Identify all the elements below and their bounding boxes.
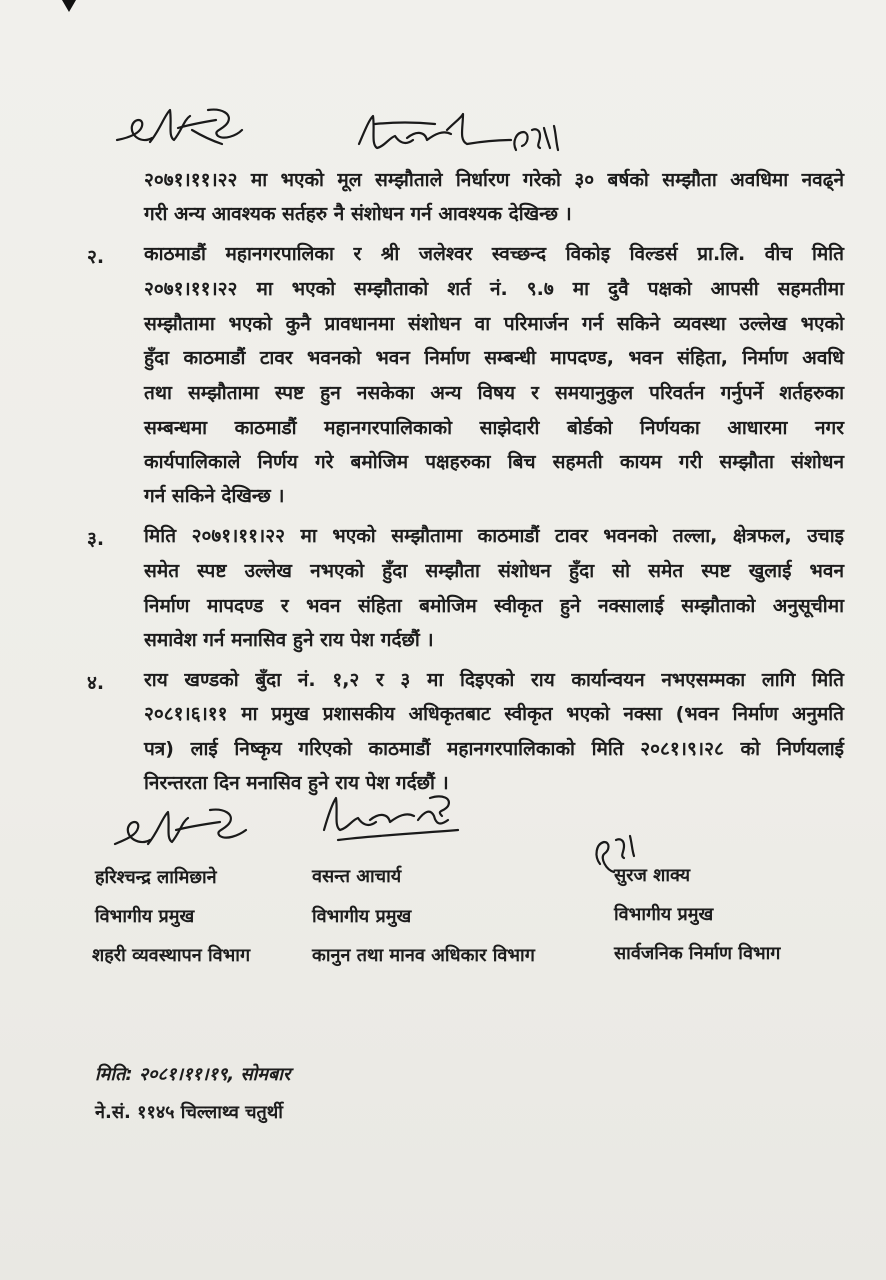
- paragraph-4-number: ४.: [87, 672, 105, 694]
- signature-middle: [318, 790, 468, 850]
- paragraph-1-line-1: २०७१।११।२२ मा भएको मूल सम्झौताले निर्धारण गरेको ३० बर्षको सम्झौता अवधिमा नवढ्ने: [144, 169, 844, 191]
- paragraph-2-line-8: गर्न सकिने देखिन्छ ।: [144, 485, 285, 507]
- paragraph-4-line-3: पत्र) लाई निष्कृय गरिएको काठमाडौं महानगरपालिकाको मिति २०८१।९।२८ को निर्णयलाई: [144, 738, 844, 760]
- signatory-1-title: विभागीय प्रमुख: [95, 906, 195, 927]
- paragraph-3-line-1: मिति २०७१।११।२२ मा भएको सम्झौतामा काठमाडौं टावर भवनको तल्ला, क्षेत्रफल, उचाइ: [144, 525, 844, 547]
- signature-left: [110, 800, 260, 860]
- paragraph-2-line-6: सम्बन्धमा काठमाडौं महानगरपालिकाको साझेदारी बोर्डको निर्णयका आधारमा नगर: [144, 417, 844, 439]
- document-date: मिति: २०८१।११।१९, सोमबार: [95, 1064, 291, 1085]
- top-edge-mark: [60, 0, 78, 14]
- paragraph-2-line-1: काठमाडौं महानगरपालिका र श्री जलेश्वर स्वच्छन्द विकोइ विल्डर्स प्रा.लि. वीच मिति: [144, 243, 844, 265]
- paragraph-2-line-4: हुँदा काठमाडौं टावर भवनको भवन निर्माण सम्बन्धी मापदण्ड, भवन संहिता, निर्माण अवधि: [144, 347, 844, 369]
- paragraph-4-line-1: राय खण्डको बुँदा नं. १,२ र ३ मा दिइएको राय कार्यान्वयन नभएसम्मका लागि मिति: [144, 669, 844, 691]
- paragraph-2-number: २.: [87, 246, 105, 268]
- signatory-2-name: वसन्त आचार्य: [312, 866, 402, 887]
- paragraph-4-line-4: निरन्तरता दिन मनासिव हुने राय पेश गर्दछौं ।: [144, 772, 449, 794]
- signatory-3-name: सुरज शाक्य: [614, 865, 691, 886]
- paragraph-2-line-2: २०७१।११।२२ मा भएको सम्झौताको शर्त नं. ९.७ मा दुवै पक्षको आपसी सहमतीमा: [144, 278, 844, 300]
- top-initials: [510, 120, 570, 160]
- paragraph-2-line-5: तथा सम्झौतामा स्पष्ट हुन नसकेका अन्य विषय र समयानुकुल परिवर्तन गर्नुपर्ने शर्तहरुका: [144, 382, 844, 404]
- paragraph-3-line-2: समेत स्पष्ट उल्लेख नभएको हुँदा सम्झौता संशोधन हुँदा सो समेत स्पष्ट खुलाई भवन: [144, 560, 844, 582]
- signatory-2-title: विभागीय प्रमुख: [312, 906, 412, 927]
- paragraph-3-line-4: समावेश गर्न मनासिव हुने राय पेश गर्दछौं ।: [144, 629, 434, 651]
- paragraph-1-line-2: गरी अन्य आवश्यक सर्तहरु नै संशोधन गर्न आवश्यक देखिन्छ ।: [144, 203, 572, 225]
- signatory-3-department: सार्वजनिक निर्माण विभाग: [614, 943, 781, 964]
- top-signature-middle: [355, 110, 515, 160]
- paragraph-2-line-3: सम्झौतामा भएको कुनै प्रावधानमा संशोधन वा परिमार्जन गर्न सकिने व्यवस्था उल्लेख भएको: [144, 313, 844, 335]
- paragraph-3-number: ३.: [87, 528, 105, 550]
- nepal-sambat-date: ने.सं. ११४५ चिल्लाथ्व चतुर्थी: [95, 1102, 283, 1123]
- signatory-3-title: विभागीय प्रमुख: [614, 904, 714, 925]
- signatory-1-name: हरिश्चन्द्र लामिछाने: [95, 867, 217, 888]
- paragraph-3-line-3: निर्माण मापदण्ड र भवन संहिता बमोजिम स्वीकृत हुने नक्सालाई सम्झौताको अनुसूचीमा: [144, 595, 844, 617]
- signatory-1-department: शहरी व्यवस्थापन विभाग: [92, 945, 251, 966]
- paragraph-4-line-2: २०८१।६।११ मा प्रमुख प्रशासकीय अधिकृतबाट स्वीकृत भएको नक्सा (भवन निर्माण अनुमति: [144, 703, 844, 725]
- signatory-2-department: कानुन तथा मानव अधिकार विभाग: [312, 945, 535, 966]
- paragraph-2-line-7: कार्यपालिकाले निर्णय गरे बमोजिम पक्षहरुका बिच सहमती कायम गरी सम्झौता संशोधन: [144, 451, 844, 473]
- top-signature-left: [112, 100, 252, 160]
